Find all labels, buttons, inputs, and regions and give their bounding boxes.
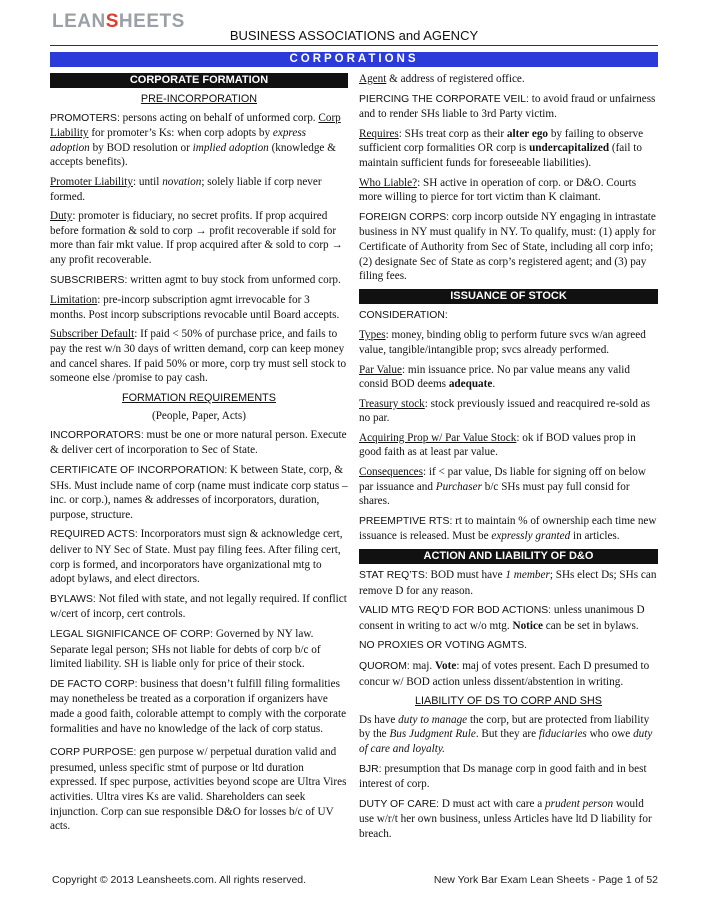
text: Corp Liability	[50, 111, 341, 140]
term-piercing: PIERCING THE CORPORATE VEIL:	[359, 93, 529, 105]
text: . But they are	[475, 728, 539, 741]
text: can be set in bylaws.	[542, 619, 639, 632]
logo-mark: S	[105, 11, 119, 32]
term-legal-significance: LEGAL SIGNIFICANCE OF CORP:	[50, 629, 214, 640]
text: to avoid fraud or unfairness and to render SHs liable to 3rd Party victim.	[359, 92, 656, 121]
term-subscribers: SUBSCRIBERS:	[50, 274, 128, 286]
para-subscribers	[50, 273, 348, 289]
section-heading-action-liability: ACTION AND LIABILITY OF D&O	[359, 549, 658, 564]
text: ; solely liable if corp never formed.	[50, 175, 322, 203]
para-no-proxies	[359, 638, 658, 654]
text: : SH active in operation of corp. or D&O. Courts more willing to pierce for tort victim than K claimant.	[359, 176, 637, 204]
text: must be one or more natural person. Execute & deliver cert of incorporation to Sec of State.	[50, 428, 347, 457]
para-acquiring-prop	[359, 431, 658, 460]
text: rt to maintain % of ownership each time new issuance is released. Must be	[359, 514, 657, 543]
text: written agmt to buy stock from unformed corp.	[127, 273, 341, 286]
text: unless unanimous D consent in writing to act w/o mtg.	[359, 604, 645, 632]
text: duty of care and loyalty.	[359, 728, 653, 755]
para-foreign-corps	[359, 210, 658, 284]
para-bjr	[359, 762, 658, 792]
para-agent	[359, 72, 658, 87]
para-limitation	[50, 293, 348, 322]
term-consideration: CONSIDERATION:	[359, 309, 448, 321]
section-heading-issuance-of-stock: ISSUANCE OF STOCK	[359, 289, 658, 304]
text: for promoter’s Ks: when corp adopts by	[88, 127, 273, 140]
term-bjr: BJR:	[359, 763, 382, 775]
text: by failing to observe sufficient corp formalities OR corp is	[359, 127, 644, 155]
text: Acquiring Prop w/ Par Value Stock	[359, 431, 517, 444]
term-foreign-corps: FOREIGN CORPS:	[359, 211, 450, 223]
para-stat-reqs	[359, 568, 658, 598]
section-heading-corporate-formation: CORPORATE FORMATION	[50, 73, 348, 88]
text: Governed by NY law. Separate legal person; SHs not liable for debts of corp b/c of limited liability. SH is liable only for price of their stock.	[50, 628, 321, 671]
text: who owe	[586, 728, 634, 741]
para-de-facto	[50, 677, 348, 736]
logo-text-left: LEAN	[52, 11, 106, 32]
para-subscriber-default	[50, 327, 348, 385]
text: presumption that Ds manage corp in good faith and in best interest of corp.	[359, 762, 647, 791]
term-duty-of-care: DUTY OF CARE:	[359, 798, 440, 810]
text: Requires	[359, 127, 399, 140]
para-corp-purpose	[50, 745, 348, 834]
text: & address of registered office.	[386, 73, 525, 85]
subheading-liability-of-ds: LIABILITY OF DS TO CORP AND SHS	[414, 695, 602, 708]
term-corp-purpose: CORP PURPOSE:	[50, 747, 137, 759]
text: K between State, corp, & SHs. Must include name of corp (name must indicate corp status – inc. or corp.), names & addresses of incorporators, duration, purpose, structure.	[50, 464, 348, 521]
para-who-liable	[359, 176, 658, 205]
text: novation	[162, 175, 202, 188]
para-promoter-liability	[50, 175, 348, 204]
para-quorum	[359, 659, 658, 689]
text: (fail to maintain sufficient funds for foreseeable liabilities).	[359, 142, 642, 169]
text: Types	[359, 329, 386, 342]
text: Par Value	[359, 363, 402, 376]
text: alter ego	[506, 127, 549, 140]
para-incorporators	[50, 428, 348, 458]
logo-text-right: HEETS	[118, 11, 185, 32]
text: by BOD resolution or	[89, 141, 193, 154]
para-bylaws	[50, 592, 348, 622]
term-certificate: CERTIFICATE OF INCORPORATION:	[50, 465, 228, 477]
text: Incorporators must sign & acknowledge cert, deliver to NY Sec of State. Must pay filing fees. After filing cert, corp is formed, and incorporators have organizational mtg to adopt bylaws, and elect directors.	[50, 528, 343, 586]
text: duty to manage	[398, 713, 468, 726]
para-certificate	[50, 463, 348, 522]
term-no-proxies: NO PROXIES OR VOTING AGMTS.	[359, 640, 528, 652]
term-preemptive: PREEMPTIVE RTS:	[359, 515, 453, 527]
text: BOD must have	[427, 569, 506, 582]
text: : min issuance price. No par value means any valid consid BOD deems	[359, 363, 631, 391]
text: business that doesn’t fulfill filing formalities may nonetheless be treated as a corporation if organizers have made a good faith, colorable attempt to comply with the corporate formalities and have no knowledge of the lack of corp status.	[50, 677, 347, 735]
text: : ok if BOD values prop in good faith as at least par value.	[359, 431, 636, 459]
text: undercapitalized	[529, 142, 610, 155]
text: Bus Judgment Rule	[389, 728, 476, 741]
term-promoters: PROMOTERS:	[50, 112, 120, 124]
para-par-value	[359, 363, 658, 392]
text: : pre-incorp subscription agmt irrevocable for 3 months. Post incorp subscriptions revocable until Board accepts.	[50, 294, 340, 321]
text: : money, binding oblig to perform future svcs w/an agreed value, tangible/intangible prop; svcs already performed.	[359, 329, 646, 356]
right-column	[359, 72, 658, 847]
text: Subscriber Default	[50, 328, 135, 341]
text: adequate	[448, 378, 493, 391]
text: Agent	[359, 73, 387, 85]
document-title: BUSINESS ASSOCIATIONS and AGENCY	[229, 28, 479, 43]
text: (knowledge & accepts benefits).	[50, 141, 336, 169]
header-rule	[50, 45, 658, 46]
text: Vote	[434, 660, 457, 672]
para-duty	[50, 209, 348, 267]
text: ; SHs elect Ds; SHs can remove D for any reason.	[359, 569, 657, 597]
text: : until	[132, 175, 163, 188]
text: b/c SHs must pay full consid for shares.	[359, 480, 630, 508]
text: express adoption	[50, 127, 307, 154]
term-required-acts: REQUIRED ACTS:	[50, 529, 138, 541]
text: Ds have	[359, 713, 399, 726]
text: Consequences	[359, 466, 424, 479]
text: prudent person	[545, 797, 614, 810]
text: expressly granted	[491, 530, 571, 543]
text: Notice	[512, 619, 543, 632]
text: Promoter Liability	[50, 175, 133, 188]
para-consequences	[359, 465, 658, 509]
text: 1 member	[505, 569, 550, 582]
text: Not filed with state, and not legally required. If conflict w/cert of incorp, cert controls.	[50, 592, 347, 621]
text: : if < par value, Ds liable for signing off on below par issuance and	[359, 466, 646, 493]
text: .	[492, 378, 496, 391]
text: gen purpose w/ perpetual duration valid and presumed, unless specific stmt of purpose or ltd duration expressed. If spec purpose, activities beyond scope are Ultra Vires activities. Ultra vires Ks are valid. Shareholders can seek injunction. Corp can sue responsible D&O for losses b/c of UV acts.	[50, 746, 347, 833]
text: : maj of votes present. Each D presumed to concur w/ BOD action unless dissent/abstention in writing.	[359, 660, 650, 688]
text: the corp, but are protected from liability by the	[359, 713, 650, 741]
term-incorporators: INCORPORATORS:	[50, 429, 144, 441]
text: implied adoption	[192, 141, 269, 154]
text: Treasury stock	[359, 397, 425, 410]
para-duty-of-care	[359, 797, 658, 842]
footer-page-number: New York Bar Exam Lean Sheets - Page 1 of 52	[433, 874, 658, 886]
term-quorum: QUOROM:	[359, 661, 410, 672]
text: : If paid < 50% of purchase price, and fails to pay the rest w/n 30 days of written demand, corp can keep money and cancel shares. If paid 50% or more, corp try must sell stock to someone else /promise to pay cash.	[50, 328, 347, 385]
para-preemptive	[359, 514, 658, 544]
text: would use w/r/t her own business, unless Articles have ltd D liability for breach.	[359, 797, 652, 840]
chapter-band: CORPORATIONS	[50, 52, 658, 67]
para-ds-duty	[359, 713, 658, 757]
para-consideration	[359, 308, 658, 324]
para-requires	[359, 127, 658, 171]
term-de-facto: DE FACTO CORP:	[50, 678, 138, 690]
text: in articles.	[570, 530, 620, 543]
text: corp incorp outside NY engaging in intrastate business in NY must qualify in NY. To qualify, must: (1) apply for Certificate of Authority from Sec of State, including all corp info; (2) designate Sec of State as corp’s registered agent; and (3) pay filing fees.	[359, 210, 656, 283]
text: persons acting on behalf of unformed corp.	[119, 111, 319, 124]
para-legal-significance	[50, 627, 348, 672]
para-required-acts	[50, 527, 348, 586]
text: D must act with care a	[439, 797, 545, 810]
subheading-pre-incorporation: PRE-INCORPORATION	[140, 93, 258, 105]
term-stat-reqs: STAT REQ’TS:	[359, 570, 428, 582]
footer-copyright: Copyright © 2013 Leansheets.com. All rights reserved.	[52, 874, 307, 886]
text: : SHs treat corp as their	[398, 127, 507, 140]
para-piercing	[359, 92, 658, 122]
formation-note: (People, Paper, Acts)	[151, 410, 246, 423]
para-valid-mtg	[359, 603, 658, 633]
para-promoters	[50, 111, 348, 170]
para-treasury-stock	[359, 397, 658, 426]
term-valid-mtg: VALID MTG REQ’D FOR BOD ACTIONS:	[359, 605, 552, 617]
text: Who Liable?	[359, 176, 418, 189]
text: maj.	[409, 660, 435, 672]
subheading-formation-requirements: FORMATION REQUIREMENTS	[122, 391, 276, 404]
text: Duty	[50, 210, 73, 223]
left-column	[50, 72, 348, 839]
text: : promoter is fiduciary, no secret profits. If prop acquired before formation & sold to corp → profit recoverable if sold for more than fair mkt value. If prop acquired after & sold to corp → any profit recoverable.	[50, 210, 343, 266]
para-types	[359, 328, 658, 357]
text: Purchaser	[435, 480, 482, 493]
text: : stock previously issued and reacquired re-sold as no par.	[359, 397, 651, 425]
term-bylaws: BYLAWS:	[50, 593, 96, 605]
text: Limitation	[50, 294, 98, 307]
text: fiduciaries	[538, 728, 587, 741]
